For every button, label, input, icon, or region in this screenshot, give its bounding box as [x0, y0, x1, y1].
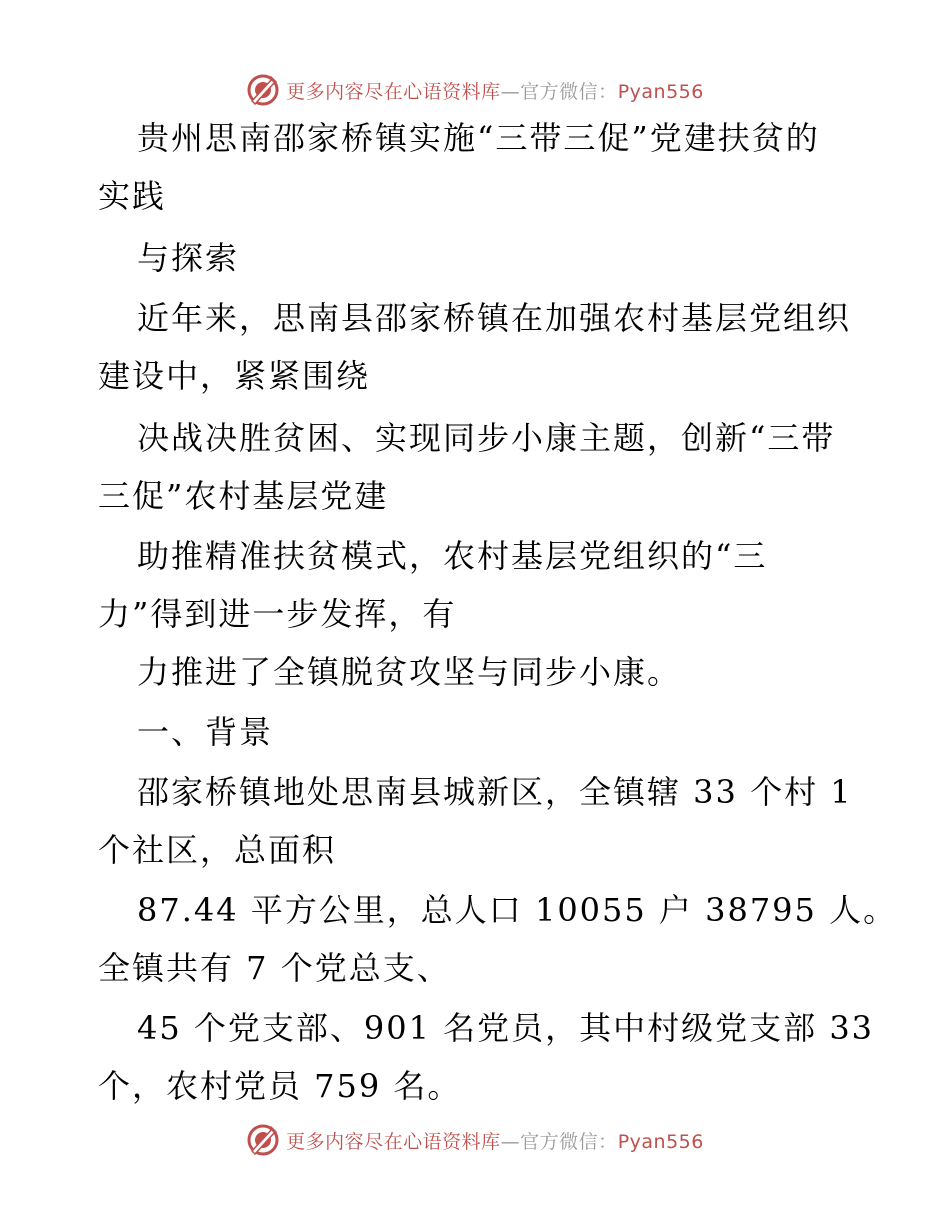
title-line-2: 实践	[98, 177, 167, 215]
paragraph-line: 决战决胜贫困、实现同步小康主题，创新“三带	[137, 419, 836, 457]
watermark-dash: —	[500, 80, 521, 103]
pen-logo-icon	[246, 1123, 280, 1157]
paragraph-line: 45 个党支部、901 名党员，其中村级党支部 33	[137, 1009, 875, 1047]
title-line-3: 与探索	[137, 239, 240, 277]
paragraph-line: 全镇共有 7 个党总支、	[98, 949, 451, 987]
watermark-wechat-id: Pyan556	[617, 80, 704, 103]
watermark-dash: —	[500, 1130, 521, 1153]
watermark-wechat-label: 官方微信：	[520, 80, 618, 103]
watermark-wechat-id: Pyan556	[617, 1130, 704, 1153]
header-watermark	[0, 70, 950, 110]
paragraph-line: 力推进了全镇脱贫攻坚与同步小康。	[137, 653, 682, 691]
watermark-wechat-label: 官方微信：	[520, 1130, 618, 1153]
paragraph-line: 邵家桥镇地处思南县城新区，全镇辖 33 个村 1	[137, 773, 853, 811]
footer-watermark	[0, 1120, 950, 1160]
paragraph-line: 近年来，思南县邵家桥镇在加强农村基层党组织	[137, 299, 852, 337]
title-line-1: 贵州思南邵家桥镇实施“三带三促”党建扶贫的	[137, 119, 820, 157]
paragraph-line: 助推精准扶贫模式，农村基层党组织的“三	[137, 537, 768, 575]
paragraph-line: 个，农村党员 759 名。	[98, 1067, 462, 1105]
watermark-text	[286, 1127, 704, 1154]
paragraph-line: 力”得到进一步发挥，有	[98, 595, 457, 633]
paragraph-line: 个社区，总面积	[98, 831, 337, 869]
paragraph-line: 三促”农村基层党建	[98, 477, 389, 515]
watermark-text	[286, 77, 704, 104]
watermark-main: 更多内容尽在心语资料库	[286, 1130, 501, 1153]
pen-logo-icon	[246, 73, 280, 107]
paragraph-line: 建设中，紧紧围绕	[98, 357, 371, 395]
paragraph-line: 87.44 平方公里，总人口 10055 户 38795 人。	[137, 891, 898, 929]
watermark-main: 更多内容尽在心语资料库	[286, 80, 501, 103]
section-heading: 一、背景	[137, 713, 274, 751]
